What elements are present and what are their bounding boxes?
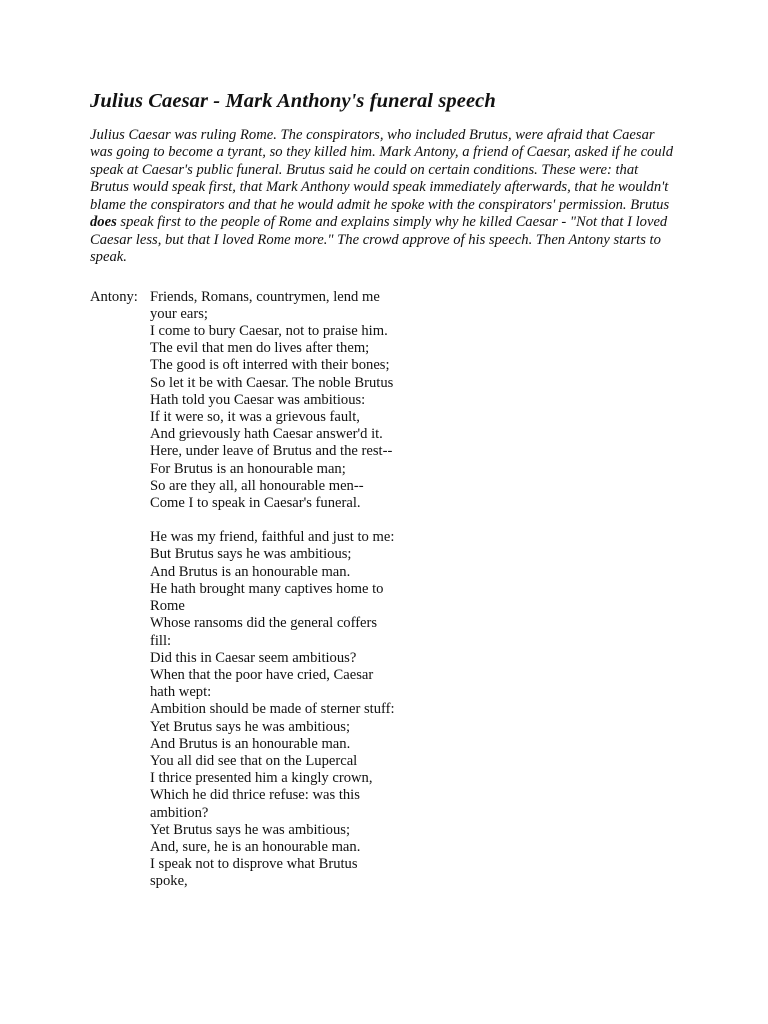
- verse-line: So let it be with Caesar. The noble Brutus: [150, 374, 394, 391]
- verse-line: He was my friend, faithful and just to me:: [150, 529, 395, 546]
- verse-line: I speak not to disprove what Brutus: [150, 856, 358, 873]
- verse-line: fill:: [150, 632, 172, 649]
- verse-line: The good is oft interred with their bones;: [150, 357, 390, 374]
- verse-line: He hath brought many captives home to: [150, 580, 384, 597]
- verse-line: your ears;: [150, 305, 208, 322]
- speaker-label: Antony:: [90, 288, 138, 305]
- verse-line: Yet Brutus says he was ambitious;: [150, 821, 350, 838]
- verse-line: And Brutus is an honourable man.: [150, 735, 351, 752]
- verse-line: You all did see that on the Lupercal: [150, 752, 358, 769]
- verse-line: And, sure, he is an honourable man.: [150, 838, 361, 855]
- verse-line: ambition?: [150, 804, 209, 821]
- verse-line: The evil that men do lives after them;: [150, 340, 370, 357]
- verse-line: hath wept:: [150, 684, 212, 701]
- verse-line: Yet Brutus says he was ambitious;: [150, 718, 350, 735]
- verse-line: Whose ransoms did the general coffers: [150, 615, 378, 632]
- intro-emphasis: does: [90, 214, 117, 231]
- verse-line: Rome: [150, 598, 185, 615]
- verse-line: Friends, Romans, countrymen, lend me: [150, 288, 380, 305]
- stanza-1: [150, 289, 410, 513]
- speech-block: [90, 289, 690, 891]
- verse-line: But Brutus says he was ambitious;: [150, 546, 352, 563]
- verse-line: If it were so, it was a grievous fault,: [150, 409, 360, 426]
- verse-line: So are they all, all honourable men--: [150, 477, 364, 494]
- verse-line: Ambition should be made of sterner stuff:: [150, 701, 395, 718]
- verse-line: Come I to speak in Caesar's funeral.: [150, 495, 361, 512]
- verse-line: I thrice presented him a kingly crown,: [150, 770, 373, 787]
- verse-line: And grievously hath Caesar answer'd it.: [150, 426, 383, 443]
- intro-text-after: speak first to the people of Rome and explains simply why he killed Caesar - "Not that I loved Caesar less, but that I loved Rome more." The crowd approve of his speech. Then Antony starts to speak.: [90, 214, 668, 266]
- verse-line: Did this in Caesar seem ambitious?: [150, 649, 357, 666]
- verse-line: spoke,: [150, 873, 188, 890]
- verse-line: Hath told you Caesar was ambitious:: [150, 391, 366, 408]
- document-title: Julius Caesar - Mark Anthony's funeral speech: [90, 90, 496, 112]
- verse-line: For Brutus is an honourable man;: [150, 460, 346, 477]
- verse-line: When that the poor have cried, Caesar: [150, 666, 374, 683]
- speech-lines: [150, 289, 410, 891]
- document-page: [90, 88, 690, 891]
- verse-line: I come to bury Caesar, not to praise him.: [150, 323, 388, 340]
- verse-line: And Brutus is an honourable man.: [150, 563, 351, 580]
- intro-paragraph: [90, 127, 675, 267]
- stanza-2: [150, 529, 410, 890]
- intro-text-before: Julius Caesar was ruling Rome. The conspirators, who included Brutus, were afraid that Caesar was going to become a tyrant, so they killed him. Mark Antony, a friend of Caesar, asked if he could speak at Caesar's public funeral. Brutus said he could on certain conditions. These were: that Brutus would speak first, that Mark Anthony would speak immediately afterwards, that he wouldn't blame the conspirators and that he would admit he spoke with the conspirators' permission. Brutus: [90, 126, 673, 213]
- verse-line: Here, under leave of Brutus and the rest--: [150, 443, 393, 460]
- verse-line: Which he did thrice refuse: was this: [150, 787, 360, 804]
